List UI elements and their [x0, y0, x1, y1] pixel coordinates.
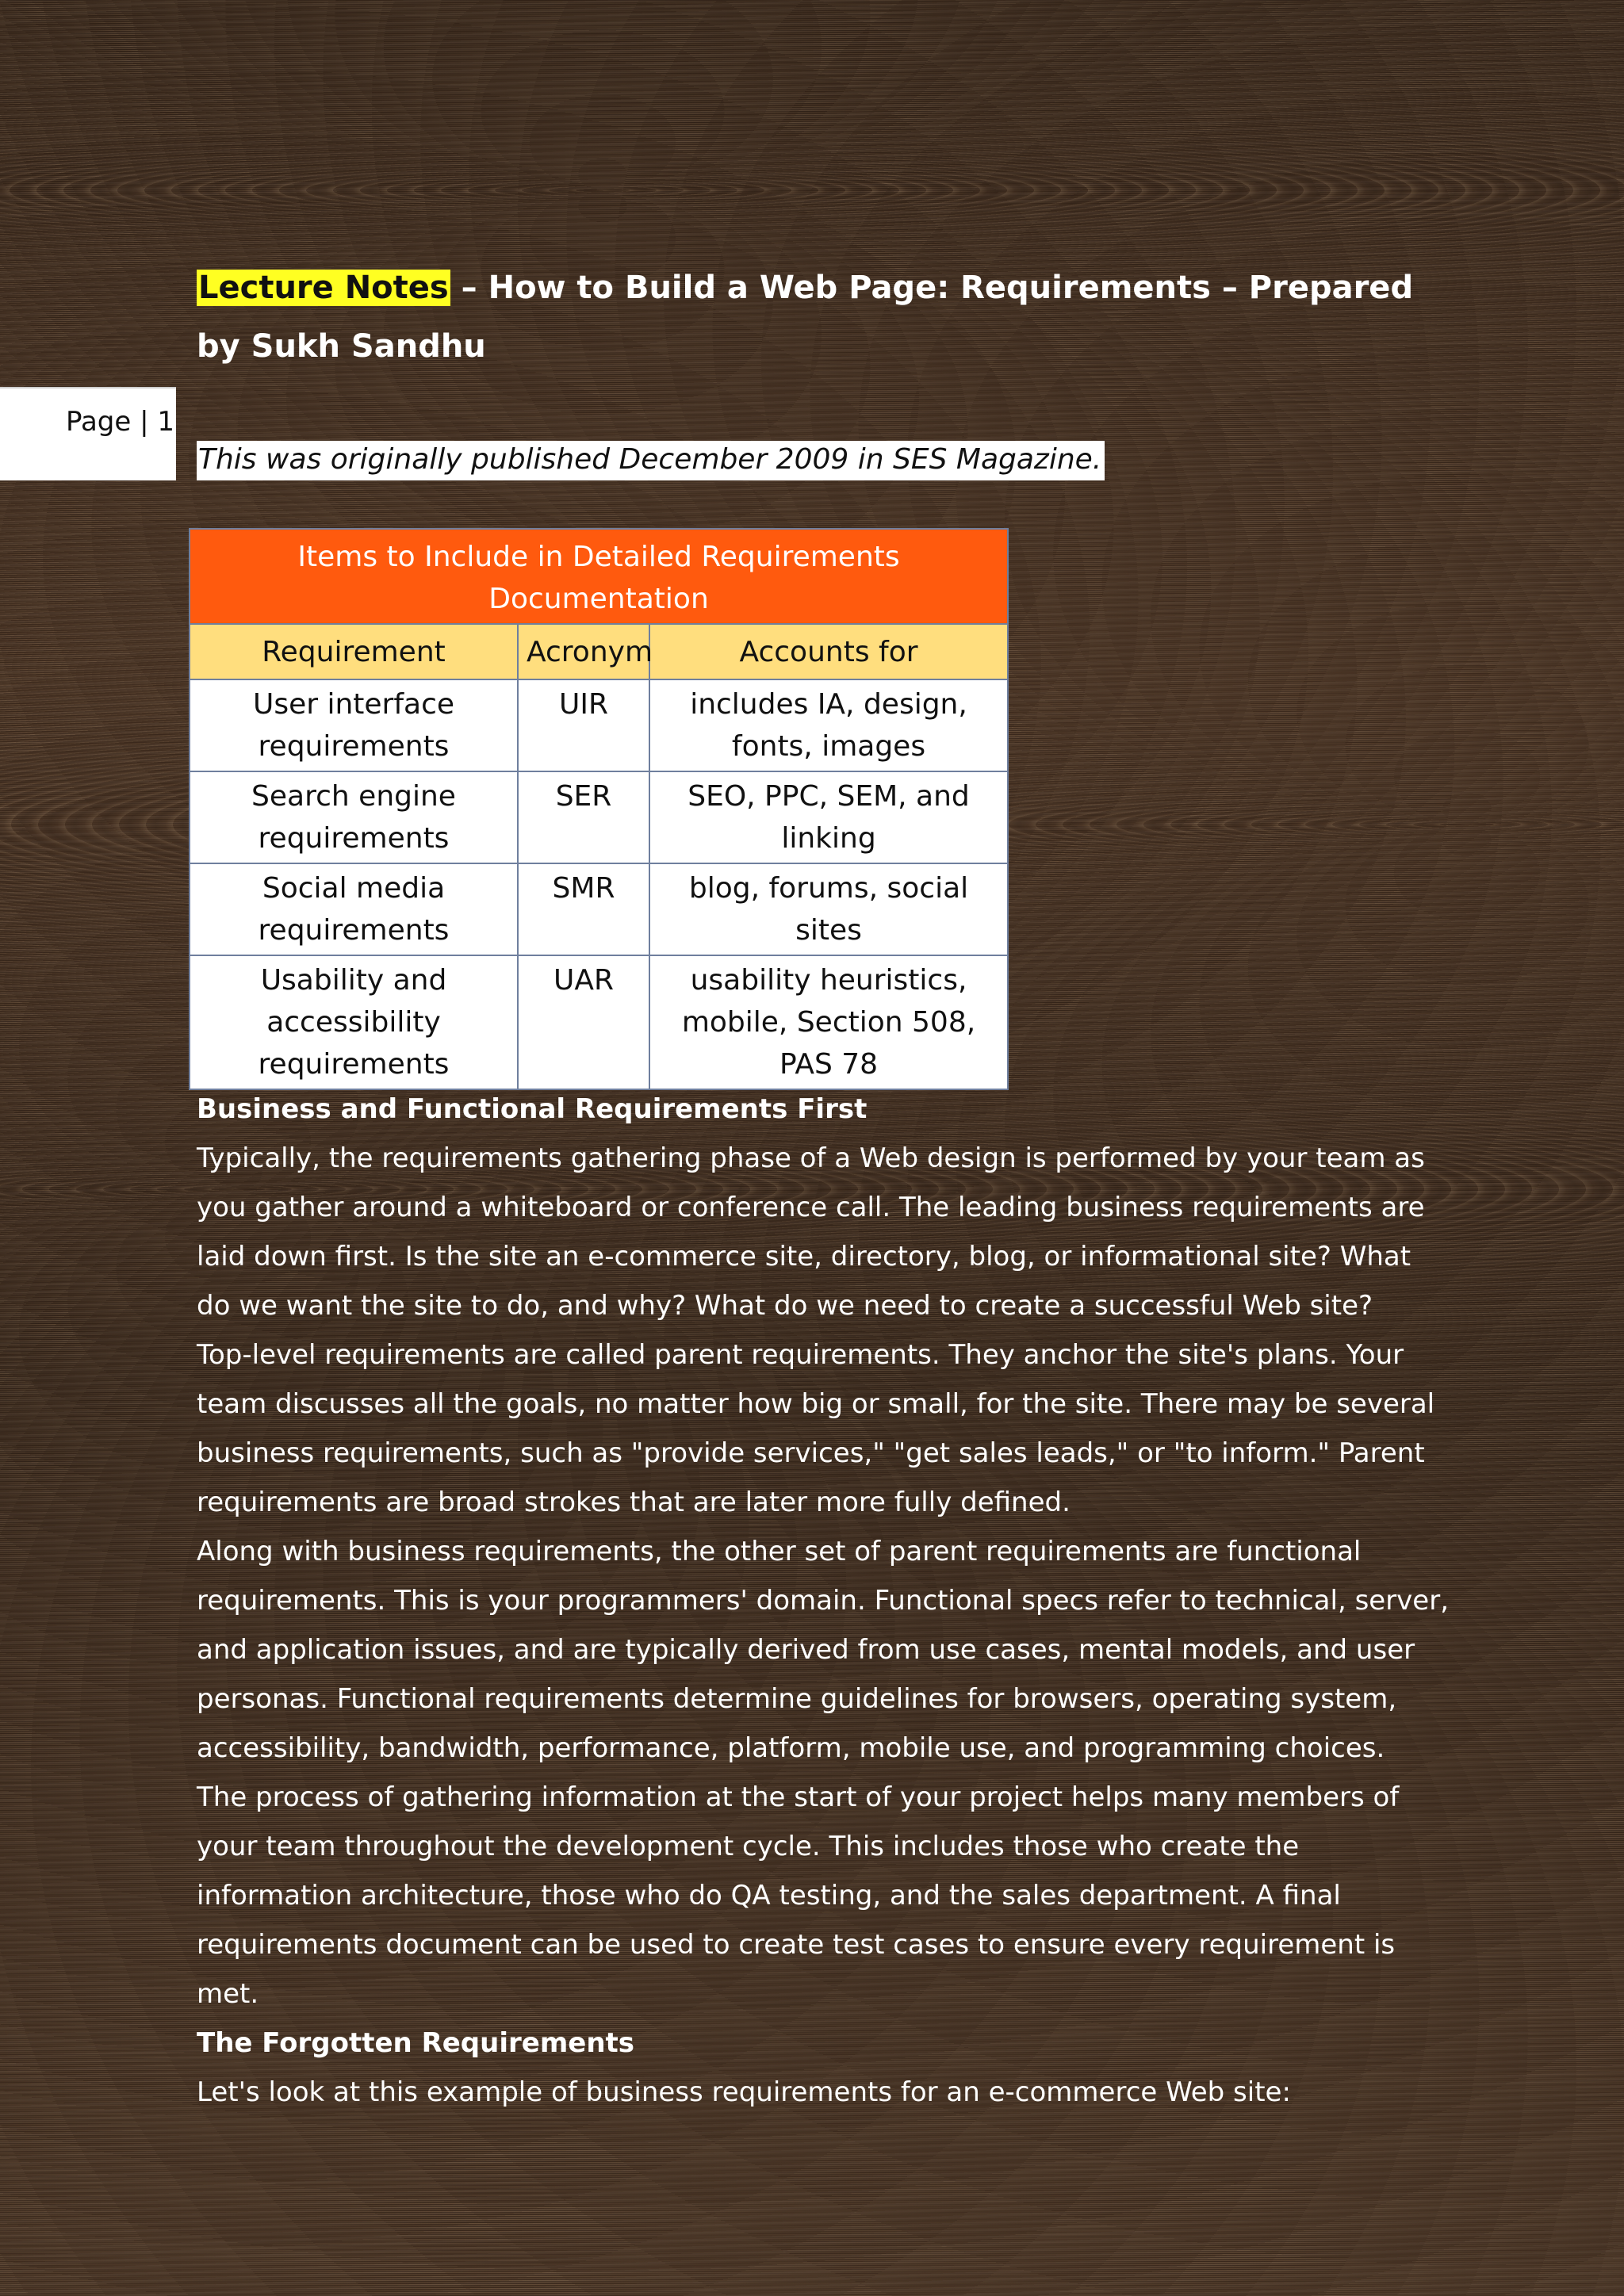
document-title: [197, 258, 1434, 376]
requirements-table: [189, 528, 1009, 1090]
column-header-acronym: Acronym: [518, 624, 649, 679]
cell-requirement: Search engine requirements: [190, 771, 518, 863]
column-header-accounts-for: Accounts for: [649, 624, 1008, 679]
cell-acronym: UIR: [518, 679, 649, 771]
cell-accounts-for: SEO, PPC, SEM, and linking: [649, 771, 1008, 863]
cell-requirement: User interface requirements: [190, 679, 518, 771]
table-row: [190, 771, 1008, 863]
cell-accounts-for: usability heuristics, mobile, Section 508, PAS 78: [649, 955, 1008, 1089]
paragraph: Along with business requirements, the other set of parent requirements are functional requirements. This is your programmers' domain. Functional specs refer to technical, server, and application issues, and are typically derived from use cases, mental models, and user personas. Functional requirements determine guidelines for browsers, operating system, accessibility, bandwidth, performance, platform, mobile use, and programming choices.: [197, 1536, 1450, 1764]
title-highlight: Lecture Notes: [198, 270, 449, 306]
column-header-requirement: Requirement: [190, 624, 518, 679]
section-heading: The Forgotten Requirements: [197, 2027, 635, 2059]
cell-accounts-for: includes IA, design, fonts, images: [649, 679, 1008, 771]
table-caption: Items to Include in Detailed Requirements Documentation: [190, 529, 1008, 624]
table-row: [190, 679, 1008, 771]
table-row: [190, 955, 1008, 1089]
article-body: [197, 1085, 1450, 2117]
paragraph: The process of gathering information at the start of your project helps many members of your team throughout the development cycle. This includes those who create the information architecture, those who do QA testing, and the sales department. A final requirements document can be used to create test cases to ensure every requirement is met.: [197, 1781, 1400, 2010]
page-number-label: Page | 1: [65, 406, 174, 438]
cell-requirement: Social media requirements: [190, 863, 518, 955]
table-row: [190, 863, 1008, 955]
paragraph: Top-level requirements are called parent requirements. They anchor the site's plans. Your team discusses all the goals, no matter how big or small, for the site. There may be several business requirements, such as "provide services," "get sales leads," or "to inform." Parent requirements are broad strokes that are later more fully defined.: [197, 1339, 1435, 1518]
title-text: – How to Build a Web Page: Requirements – Prepared by Sukh Sandhu: [197, 270, 1414, 365]
publication-note: This was originally published December 2009 in SES Magazine.: [197, 441, 1105, 480]
paragraph: Typically, the requirements gathering phase of a Web design is performed by your team as you gather around a whiteboard or conference call. The leading business requirements are laid down first. Is the site an e-commerce site, directory, blog, or informational site? What do we want the site to do, and why? What do we need to create a successful Web site?: [197, 1142, 1425, 1322]
page-number-tab: [0, 387, 176, 480]
cell-acronym: UAR: [518, 955, 649, 1089]
section-heading: Business and Functional Requirements First: [197, 1093, 868, 1125]
cell-acronym: SER: [518, 771, 649, 863]
paragraph: Let's look at this example of business requirements for an e-commerce Web site:: [197, 2076, 1291, 2108]
cell-acronym: SMR: [518, 863, 649, 955]
cell-accounts-for: blog, forums, social sites: [649, 863, 1008, 955]
cell-requirement: Usability and accessibility requirements: [190, 955, 518, 1089]
